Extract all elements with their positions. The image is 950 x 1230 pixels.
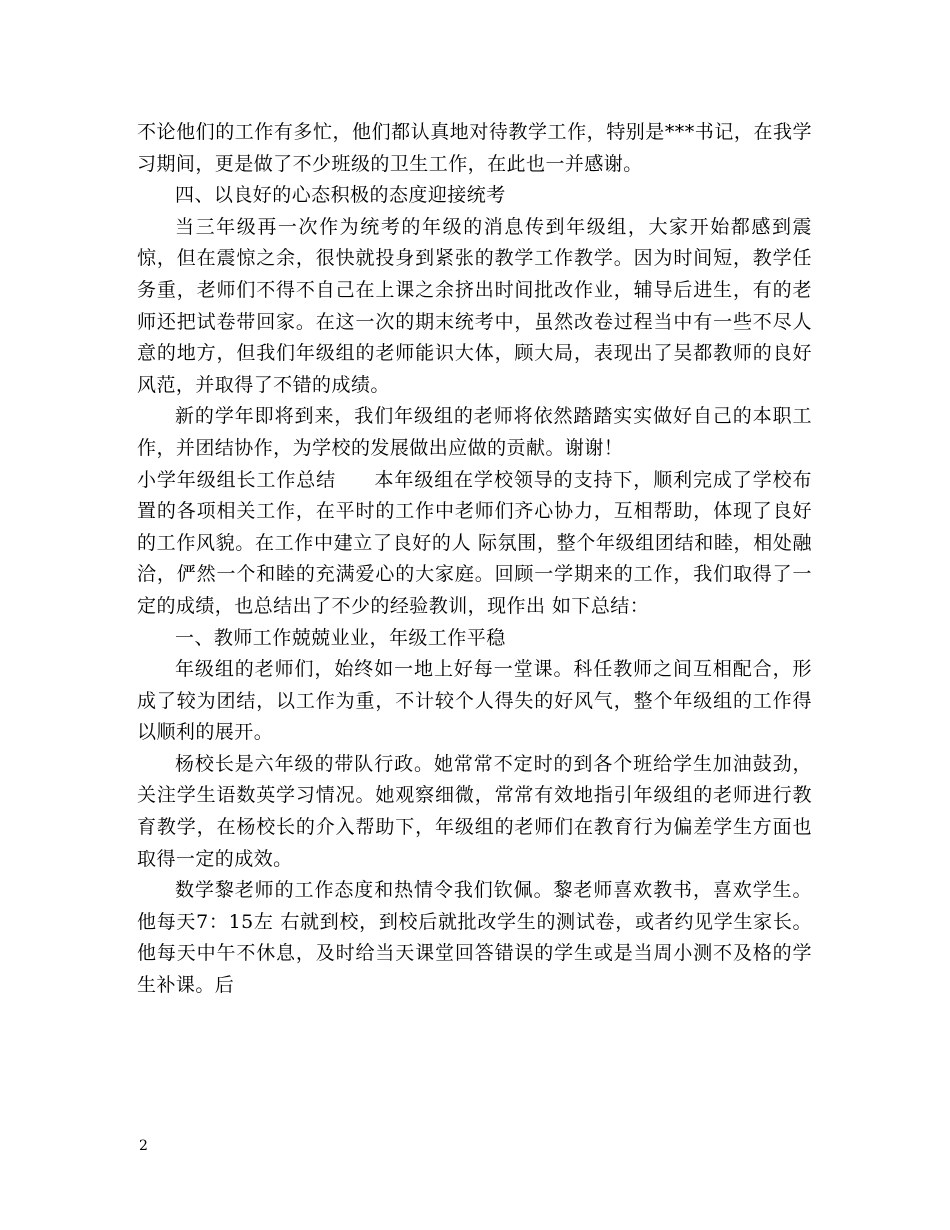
paragraph-3: 当三年级再一次作为统考的年级的消息传到年级组，大家开始都感到震惊，但在震惊之余，很快就投身到紧张的教学工作教学。因为时间短，教学任务重，老师们不得不自己在上课之余挤出时间批改作业，辅导后进生，有的老师还把试卷带回家。在这一次的期末统考中，虽然改卷过程当中有一些不尽人意的地方，但我们年级组的老师能识大体，顾大局，表现出了吴都教师的良好风范，并取得了不错的成绩。 <box>137 215 812 396</box>
document-body <box>137 117 812 1002</box>
section-heading-4: 四、以良好的心态积极的态度迎接统考 <box>175 184 506 207</box>
page-number: 2 <box>139 1138 148 1154</box>
paragraph-1: 不论他们的工作有多忙，他们都认真地对待教学工作，特别是***书记，在我学习期间，更是做了不少班级的卫生工作，在此也一并感谢。 <box>137 121 812 175</box>
paragraph-5-text: 本年级组在学校领导的支持下，顺利完成了学校布置的各项相关工作，在平时的工作中老师们齐心协力，互相帮助，体现了良好的工作风貌。在工作中建立了良好的人 际氛围，整个年级组团结和睦，相处融洽，俨然一个和睦的充满爱心的大家庭。回顾一学期来的工作，我们取得了一定的成绩，也总结出了不少的经验教训，现作出 如下总结： <box>137 468 812 617</box>
paragraph-5 <box>137 465 812 623</box>
section-heading-1: 一、教师工作兢兢业业，年级工作平稳 <box>175 626 506 649</box>
paragraph-4: 新的学年即将到来，我们年级组的老师将依然踏踏实实做好自己的本职工作，并团结协作，为学校的发展做出应做的贡献。谢谢！ <box>137 405 812 459</box>
paragraph-7: 年级组的老师们，始终如一地上好每一堂课。科任教师之间互相配合，形成了较为团结，以工作为重，不计较个人得失的好风气，整个年级组的工作得以顺利的展开。 <box>137 658 812 744</box>
document-title: 小学年级组长工作总结 <box>137 468 337 491</box>
paragraph-8: 杨校长是六年级的带队行政。她常常不定时的到各个班给学生加油鼓劲，关注学生语数英学习情况。她观察细微，常常有效地指引年级组的老师进行教育教学，在杨校长的介入帮助下，年级组的老师们在教育行为偏差学生方面也取得一定的成效。 <box>137 752 812 870</box>
paragraph-9: 数学黎老师的工作态度和热情令我们钦佩。黎老师喜欢教书，喜欢学生。他每天7：15左 右就到校，到校后就批改学生的测试卷，或者约见学生家长。他每天中午不休息，及时给当天课堂回答错误的学生或是当周小测不及格的学生补课。后 <box>137 879 812 997</box>
